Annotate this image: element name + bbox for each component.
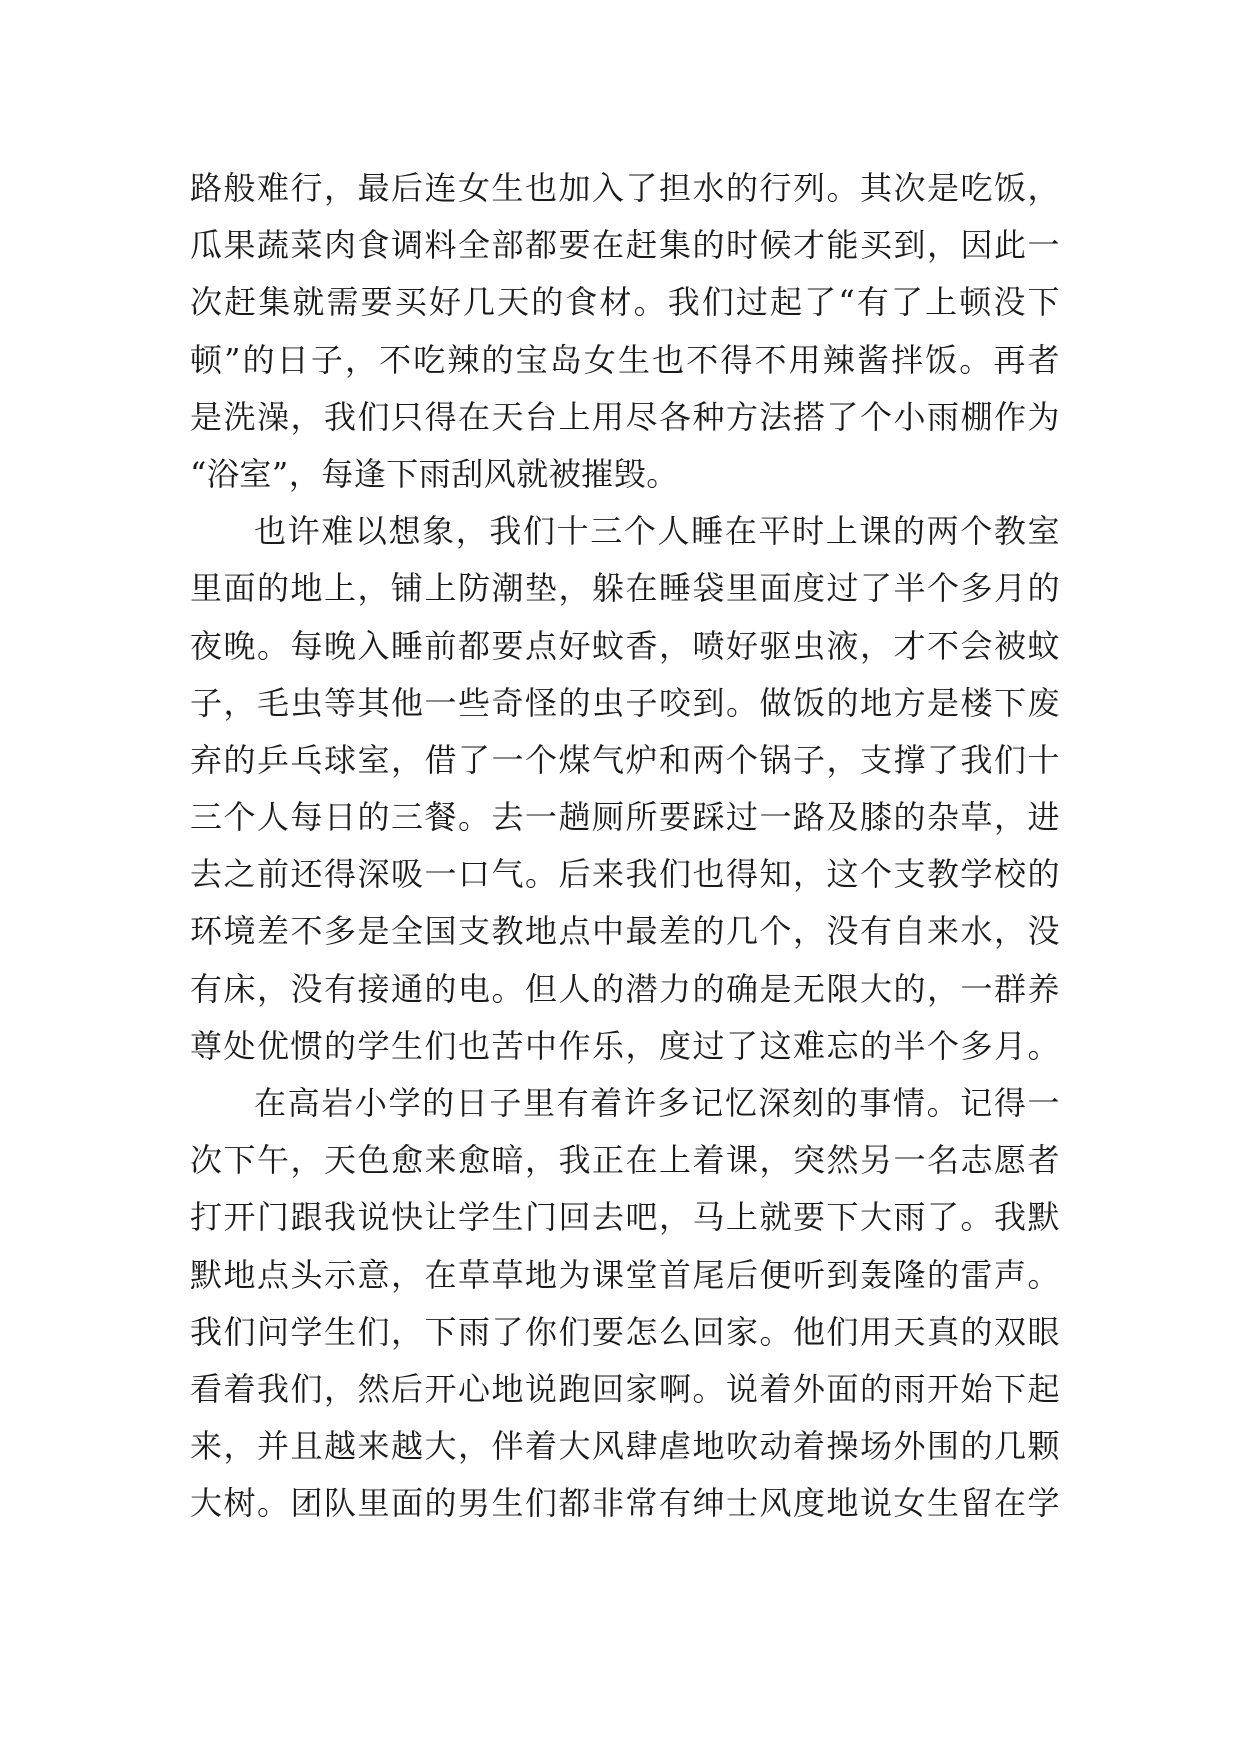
text-line: 瓜果蔬菜肉食调料全部都要在赶集的时候才能买到，因此一 [190, 226, 1060, 265]
text-line: “浴室”，每逢下雨刮风就被摧毁。 [190, 454, 679, 493]
text-line: 次下午，天色愈来愈暗，我正在上着课，突然另一名志愿者 [190, 1141, 1060, 1180]
text-line: 在高岩小学的日子里有着许多记忆深刻的事情。记得一 [254, 1084, 1060, 1122]
text-line: 顿”的日子，不吃辣的宝岛女生也不得不用辣酱拌饭。再者 [190, 340, 1060, 379]
text-line: 打开门跟我说快让学生门回去吧，马上就要下大雨了。我默 [190, 1198, 1060, 1237]
text-line: 弃的乒乓球室，借了一个煤气炉和两个锅子，支撑了我们十 [190, 740, 1060, 779]
text-line: 夜晚。每晚入睡前都要点好蚊香，喷好驱虫液，才不会被蚊 [190, 626, 1060, 665]
text-line: 看着我们，然后开心地说跑回家啊。说着外面的雨开始下起 [190, 1369, 1060, 1408]
text-line: 环境差不多是全国支教地点中最差的几个，没有自来水，没 [190, 912, 1060, 951]
text-line: 三个人每日的三餐。去一趟厕所要踩过一路及膝的杂草，进 [190, 798, 1060, 837]
text-line: 去之前还得深吸一口气。后来我们也得知，这个支教学校的 [190, 855, 1060, 894]
text-line: 大树。团队里面的男生们都非常有绅士风度地说女生留在学 [190, 1484, 1060, 1523]
text-line: 有床，没有接通的电。但人的潜力的确是无限大的，一群养 [190, 969, 1060, 1008]
text-line: 路般难行，最后连女生也加入了担水的行列。其次是吃饭， [190, 169, 1060, 207]
text-line: 次赶集就需要买好几天的食材。我们过起了“有了上顿没下 [190, 283, 1060, 322]
text-line: 里面的地上，铺上防潮垫，躲在睡袋里面度过了半个多月的 [190, 569, 1060, 608]
text-line: 子，毛虫等其他一些奇怪的虫子咬到。做饭的地方是楼下废 [190, 683, 1060, 722]
text-line: 默地点头示意，在草草地为课堂首尾后便听到轰隆的雷声。 [190, 1255, 1060, 1294]
text-line: 我们问学生们，下雨了你们要怎么回家。他们用天真的双眼 [190, 1312, 1060, 1351]
text-line: 是洗澡，我们只得在天台上用尽各种方法搭了个小雨棚作为 [190, 397, 1060, 436]
text-line: 来，并且越来越大，伴着大风肆虐地吹动着操场外围的几颗 [190, 1427, 1060, 1466]
text-line: 尊处优惯的学生们也苦中作乐，度过了这难忘的半个多月。 [190, 1026, 1060, 1065]
body-text [190, 160, 1060, 1533]
text-line: 也许难以想象，我们十三个人睡在平时上课的两个教室 [254, 512, 1060, 551]
